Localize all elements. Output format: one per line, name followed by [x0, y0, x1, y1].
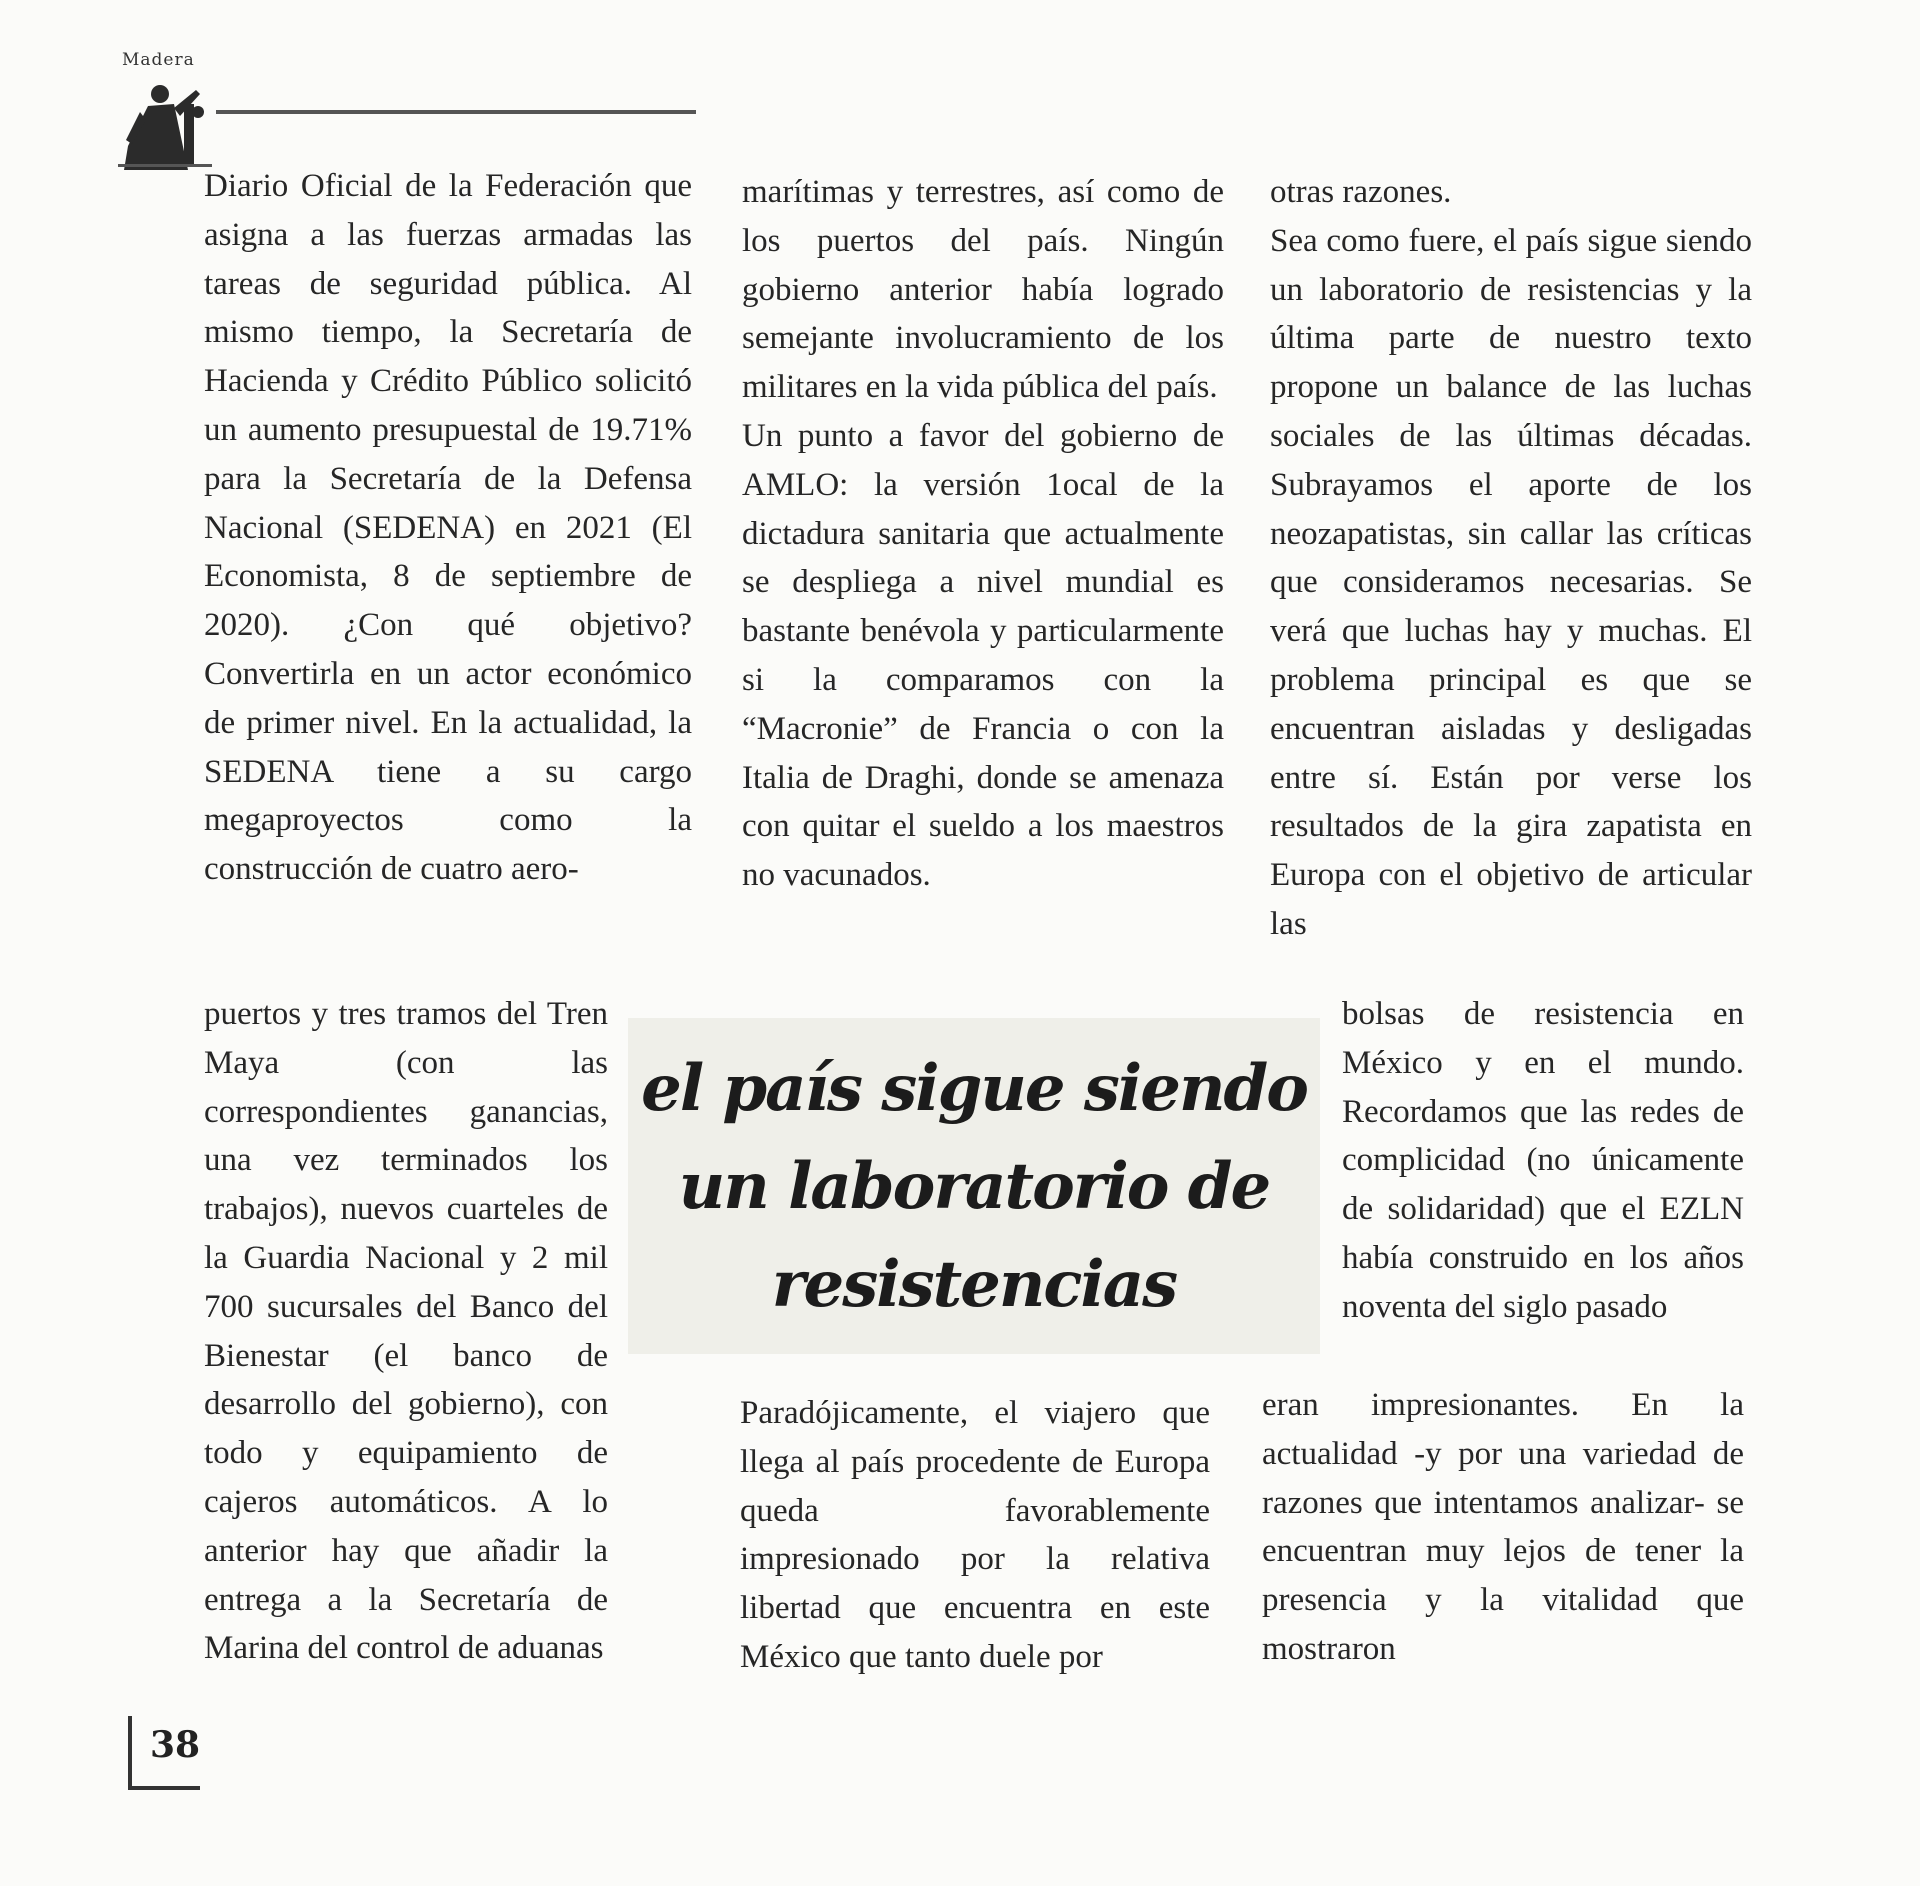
column-2-top	[742, 168, 1224, 900]
column-1-paragraph-continued: puertos y tres tramos del Tren Maya (con las correspondientes ganancias, una vez terminados los trabajos), nuevos cuarteles de la Guardia Nacional y 2 mil 700 sucursales del Banco del Bienestar (el banco de desarrollo del gobierno), con todo y equipamiento de cajeros automáticos. A lo anterior hay que añadir la entrega a la Secretaría de Marina del control de aduanas	[204, 996, 608, 1667]
column-3-paragraph-continued: bolsas de resistencia en México y en el mundo. Recordamos que las redes de complicidad (no únicamente de solidaridad) que el EZLN había construido en los años noventa del siglo pasado	[1342, 996, 1744, 1325]
pull-quote: el país sigue siendo un laboratorio de resistencias	[641, 1051, 1307, 1322]
figure-illustration-icon	[118, 50, 212, 170]
header-rule	[216, 110, 696, 114]
column-3-paragraph-1: otras razones.	[1270, 174, 1452, 210]
column-1-paragraph: Diario Oficial de la Federación que asigna a las fuerzas armadas las tareas de seguridad pública. Al mismo tiempo, la Secretaría de Hacienda y Crédito Público solicitó un aumento presupuestal de 19.71% para la Secretaría de la Defensa Nacional (SEDENA) en 2021 (El Economista, 8 de septiembre de 2020). ¿Con qué objetivo? Convertirla en un actor económico de primer nivel. En la actualidad, la SEDENA tiene a su cargo megaproyectos como la construcción de cuatro aero-	[204, 168, 692, 888]
magazine-logo	[118, 50, 212, 170]
pull-quote-box	[628, 1018, 1320, 1354]
column-3-paragraph-2: Sea como fuere, el país sigue siendo un laboratorio de resistencias y la última parte de nuestro texto propone un balance de las luchas sociales de las últimas décadas. Subrayamos el aporte de los neozapatistas, sin callar las críticas que consideramos necesarias. Se verá que luchas hay y muchas. El problema principal es que se encuentran aisladas y desligadas entre sí. Están por verse los resultados de la gira zapatista en Europa con el objetivo de articular las	[1270, 222, 1752, 942]
column-3-middle	[1342, 990, 1744, 1332]
column-1-top	[204, 162, 692, 894]
column-2-paragraph-1: marítimas y terrestres, así como de los puertos del país. Ningún gobierno anterior había logrado semejante involucramiento de los militares en la vida pública del país.	[742, 174, 1224, 406]
page-number: 38	[128, 1716, 200, 1790]
column-2-paragraph-2: Un punto a favor del gobierno de AMLO: la versión 1ocal de la dictadura sanitaria que actualmente se despliega a nivel mundial es bastante benévola y particularmente si la comparamos con la “Macronie” de Francia o con la Italia de Draghi, donde se amenaza con quitar el sueldo a los maestros no vacunados.	[742, 417, 1224, 894]
logo-wordmark: Madera	[122, 50, 195, 70]
column-3-bottom	[1262, 1381, 1744, 1674]
column-3-top	[1270, 168, 1752, 949]
column-1-bottom	[204, 990, 608, 1673]
column-2-paragraph-3: Paradójicamente, el viajero que llega al país procedente de Europa queda favorablemente impresionado por la relativa libertad que encuentra en este México que tanto duele por	[740, 1395, 1210, 1675]
column-3-paragraph-end: eran impresionantes. En la actualidad -y por una variedad de razones que intentamos analizar- se encuentran muy lejos de tener la presencia y la vitalidad que mostraron	[1262, 1387, 1744, 1667]
column-2-bottom	[740, 1389, 1210, 1682]
